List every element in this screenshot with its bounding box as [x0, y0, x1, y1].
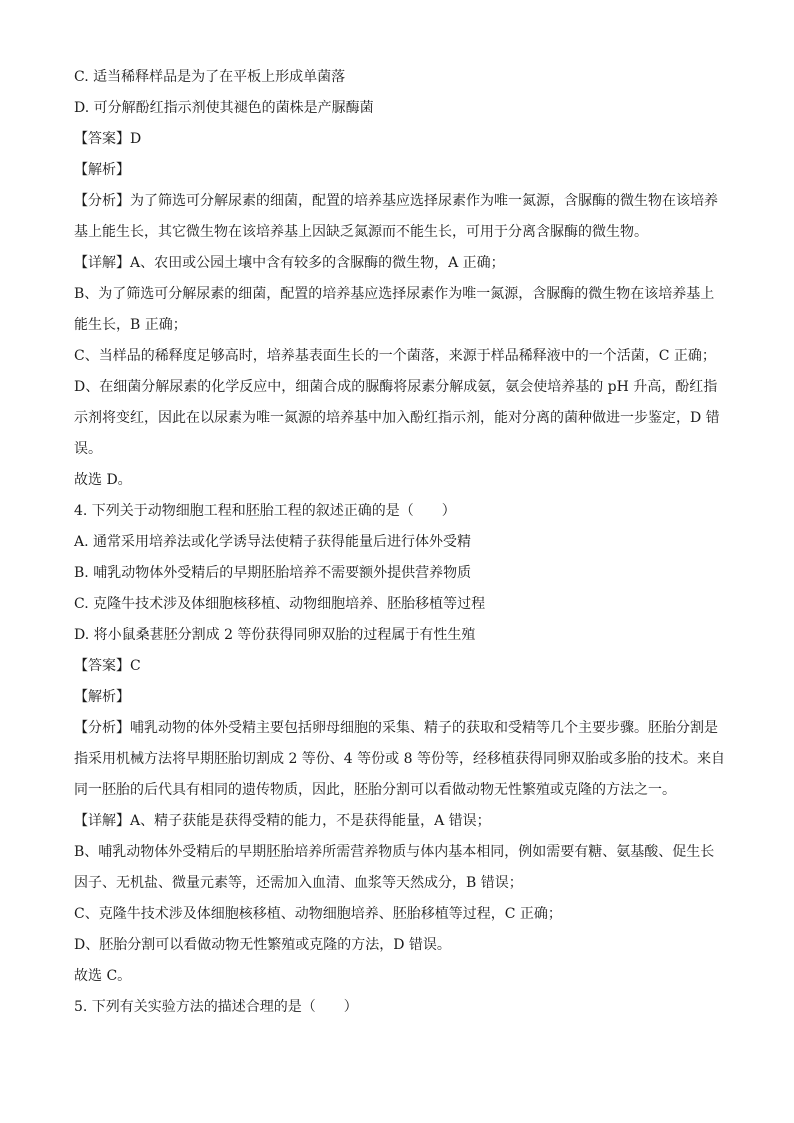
detail-text-line: 误。: [74, 441, 102, 457]
option-c: C. 适当稀释样品是为了在平板上形成单菌落: [74, 69, 346, 85]
detail-text-line: 【详解】A、农田或公园土壤中含有较多的含脲酶的微生物，A 正确；: [74, 255, 505, 271]
detail-text-line: D、在细菌分解尿素的化学反应中，细菌合成的脲酶将尿素分解成氨，氨会使培养基的 pH 升高，酚红指: [74, 379, 718, 395]
detail-text-line: 【详解】A、精子获能是获得受精的能力，不是获得能量，A 错误；: [74, 813, 491, 829]
detail-text-line: B、为了筛选可分解尿素的细菌，配置的培养基应选择尿素作为唯一氮源，含脲酶的微生物在该培养基上: [74, 286, 715, 302]
question-5-stem: 5. 下列有关实验方法的描述合理的是（ ）: [74, 999, 358, 1015]
analysis-text-line: 基上能生长，其它微生物在该培养基上因缺乏氮源而不能生长，可用于分离含脲酶的微生物。: [74, 224, 648, 240]
detail-text-line: 示剂将变红，因此在以尿素为唯一氮源的培养基中加入酚红指示剂，能对分离的菌种做进一步鉴定，D 错: [74, 410, 720, 426]
analysis-text-line: 【分析】为了筛选可分解尿素的细菌，配置的培养基应选择尿素作为唯一氮源，含脲酶的微生物在该培养: [74, 193, 718, 209]
analysis-label: 【解析】: [74, 162, 130, 178]
q4-option-b: B. 哺乳动物体外受精后的早期胚胎培养不需要额外提供营养物质: [74, 565, 472, 581]
conclusion-line: 故选 D。: [74, 472, 132, 488]
option-d: D. 可分解酚红指示剂使其褪色的菌株是产脲酶菌: [74, 100, 374, 116]
detail-text-line: C、当样品的稀释度足够高时，培养基表面生长的一个菌落，来源于样品稀释液中的一个活菌，C 正确；: [74, 348, 716, 364]
analysis-label: 【解析】: [74, 689, 130, 705]
q4-option-d: D. 将小鼠桑葚胚分割成 2 等份获得同卵双胎的过程属于有性生殖: [74, 627, 476, 643]
q4-option-c: C. 克隆牛技术涉及体细胞核移植、动物细胞培养、胚胎移植等过程: [74, 596, 486, 612]
answer-label: 【答案】D: [74, 131, 142, 147]
detail-text-line: C、克隆牛技术涉及体细胞核移植、动物细胞培养、胚胎移植等过程，C 正确；: [74, 906, 562, 922]
question-4-stem: 4. 下列关于动物细胞工程和胚胎工程的叙述正确的是（ ）: [74, 503, 456, 519]
analysis-text-line: 【分析】哺乳动物的体外受精主要包括卵母细胞的采集、精子的获取和受精等几个主要步骤。胚胎分割是: [74, 720, 718, 736]
answer-label: 【答案】C: [74, 658, 141, 674]
detail-text-line: 因子、无机盐、微量元素等，还需加入血清、血浆等天然成分，B 错误；: [74, 875, 523, 891]
detail-text-line: B、哺乳动物体外受精后的早期胚胎培养所需营养物质与体内基本相同，例如需要有糖、氨基酸、促生长: [74, 844, 715, 860]
document-page: [74, 62, 724, 1023]
detail-text-line: 能生长，B 正确；: [74, 317, 187, 333]
analysis-text-line: 指采用机械方法将早期胚胎切割成 2 等份、4 等份或 8 等份等，经移植获得同卵双胎或多胎的技术。来自: [74, 751, 725, 767]
analysis-text-line: 同一胚胎的后代具有相同的遗传物质，因此，胚胎分割可以看做动物无性繁殖或克隆的方法之一。: [74, 782, 676, 798]
conclusion-line: 故选 C。: [74, 968, 132, 984]
q4-option-a: A. 通常采用培养法或化学诱导法使精子获得能量后进行体外受精: [74, 534, 472, 550]
detail-text-line: D、胚胎分割可以看做动物无性繁殖或克隆的方法，D 错误。: [74, 937, 451, 953]
